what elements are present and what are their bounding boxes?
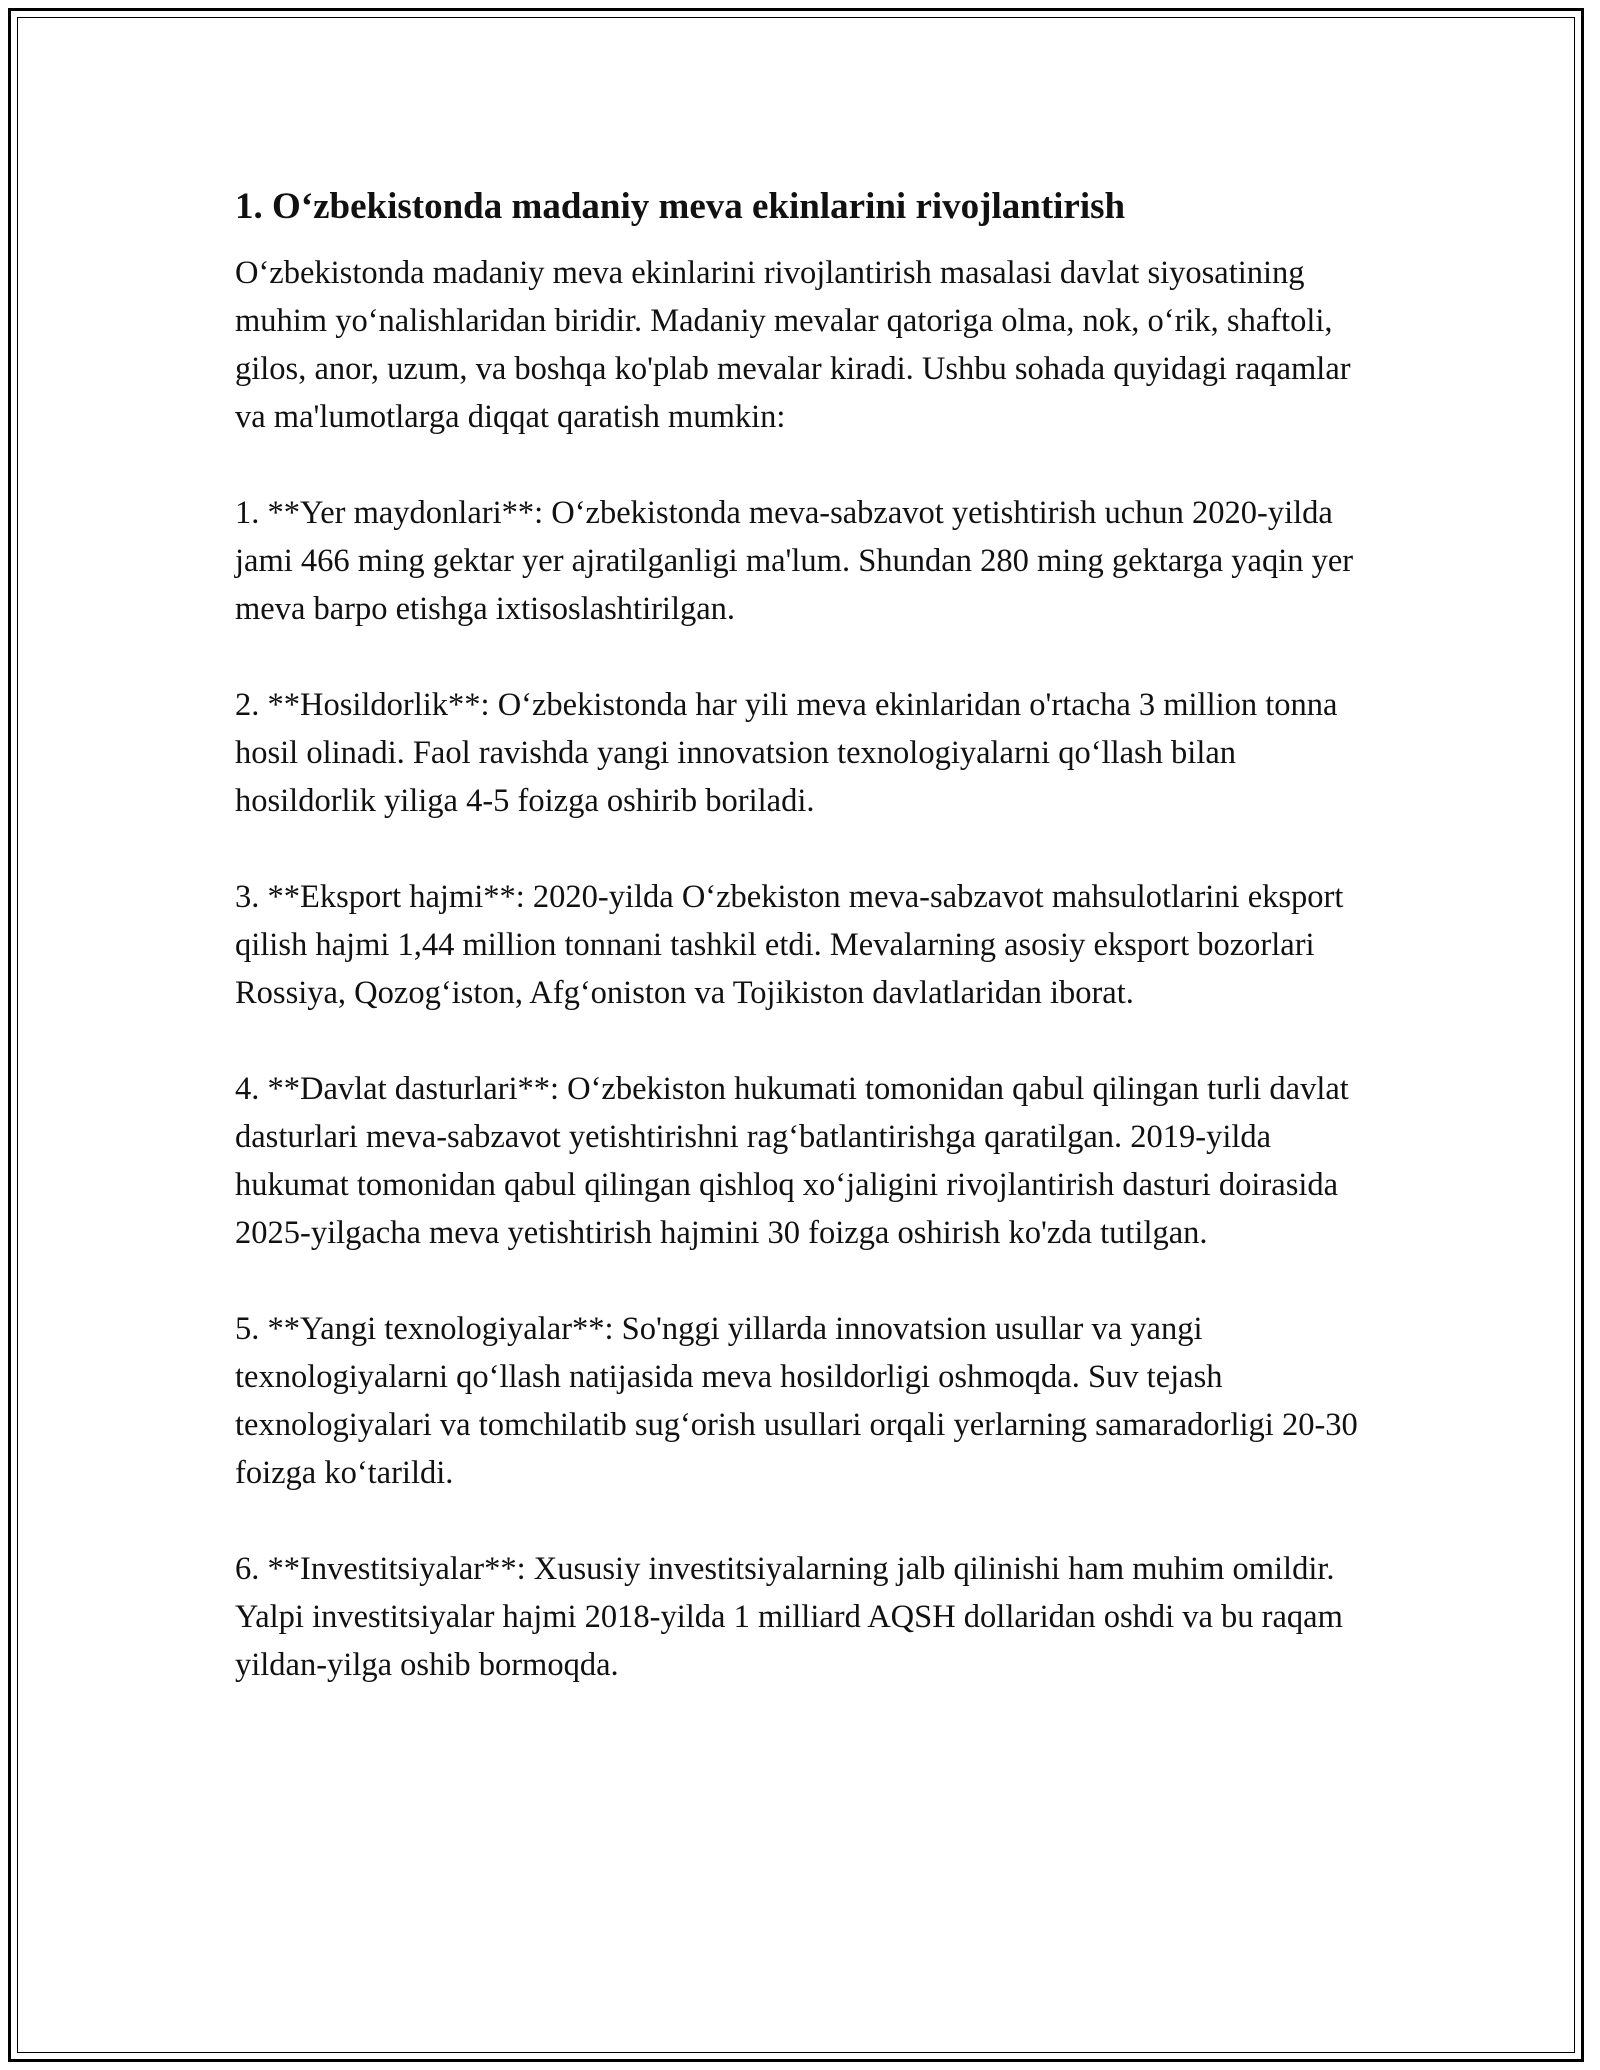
document-title: 1. O‘zbekistonda madaniy meva ekinlarini rivojlantirish [235,186,1126,227]
list-item-export-volume: 3. **Eksport hajmi**: 2020-yilda O‘zbekiston meva-sabzavot mahsulotlarini eksport qilish hajmi 1,44 million tonnani tashkil etdi. Mevalarning asosiy eksport bozorlari Rossiya, Qozog‘iston, Afg‘oniston va Tojikiston davlatlaridan iborat. [235,879,1344,1011]
list-item-yield: 2. **Hosildorlik**: O‘zbekistonda har yili meva ekinlaridan o'rtacha 3 million tonna hosil olinadi. Faol ravishda yangi innovatsion texnologiyalarni qo‘llash bilan hosildorlik yiliga 4-5 foizga oshirib boriladi. [235,687,1338,819]
intro-paragraph: O‘zbekistonda madaniy meva ekinlarini rivojlantirish masalasi davlat siyosatining muhim yo‘nalishlaridan biridir. Madaniy mevalar qatoriga olma, nok, o‘rik, shaftoli, gilos, anor, uzum, va boshqa ko'plab mevalar kiradi. Ushbu sohada quyidagi raqamlar va ma'lumotlarga diqqat qaratish mumkin: [235,255,1351,435]
list-item-investments: 6. **Investitsiyalar**: Xususiy investitsiyalarning jalb qilinishi ham muhim omildir. Yalpi investitsiyalar hajmi 2018-yilda 1 milliard AQSH dollaridan oshdi va bu raqam yildan-yilga oshib bormoqda. [235,1551,1343,1683]
document-body [235,183,1365,1737]
list-item-new-technologies: 5. **Yangi texnologiyalar**: So'nggi yillarda innovatsion usullar va yangi texnologiyalarni qo‘llash natijasida meva hosildorligi oshmoqda. Suv tejash texnologiyalari va tomchilatib sug‘orish usullari orqali yerlarning samaradorligi 20-30 foizga ko‘tarildi. [235,1311,1358,1491]
list-item-land-area: 1. **Yer maydonlari**: O‘zbekistonda meva-sabzavot yetishtirish uchun 2020-yilda jami 466 ming gektar yer ajratilganligi ma'lum. Shundan 280 ming gektarga yaqin yer meva barpo etishga ixtisoslashtirilgan. [235,495,1354,627]
list-item-state-programs: 4. **Davlat dasturlari**: O‘zbekiston hukumati tomonidan qabul qilingan turli davlat dasturlari meva-sabzavot yetishtirishni rag‘batlantirishga qaratilgan. 2019-yilda hukumat tomonidan qabul qilingan qishloq xo‘jaligini rivojlantirish dasturi doirasida 2025-yilgacha meva yetishtirish hajmini 30 foizga oshirish ko'zda tutilgan. [235,1071,1349,1251]
